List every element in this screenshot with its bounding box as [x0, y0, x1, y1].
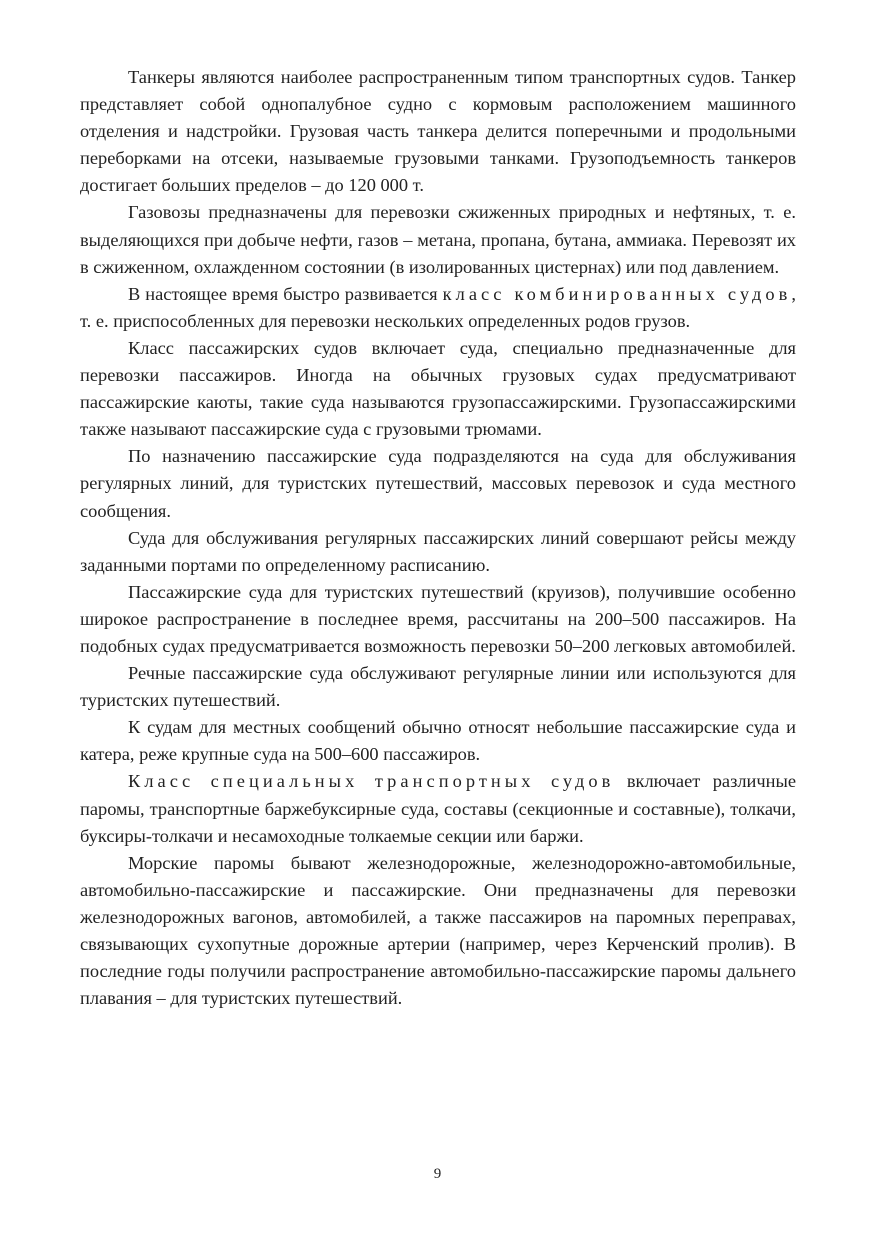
paragraph-combined-ships: [80, 281, 796, 335]
paragraph-text: Пассажирские суда для туристских путешествий (круизов), получившие особенно широкое распространение в последнее время, рассчитаны на 200–500 пассажиров. На подобных судах предусматривается возможность перевозки 50–200 легковых автомобилей.: [80, 581, 796, 656]
paragraph-regular-lines: [80, 525, 796, 579]
paragraph-text: Танкеры являются наиболее распространенным типом транспортных судов. Танкер представляет собой однопалубное судно с кормовым расположением машинного отделения и надстройки. Грузовая часть танкера делится поперечными и продольными переборками на отсеки, называемые грузовыми танками. Грузоподъемность танкеров достигает больших пределов – до 120 000 т.: [80, 67, 796, 196]
spaced-term: класс комбинированных судов: [442, 283, 792, 304]
paragraph-ferries: [80, 850, 796, 1013]
paragraph-text: Суда для обслуживания регулярных пассажирских линий совершают рейсы между заданными портами по определенному расписанию.: [80, 527, 796, 575]
paragraph-passenger-purpose: [80, 443, 796, 524]
paragraph-cruise-ships: [80, 579, 796, 660]
text-block: [80, 64, 796, 1012]
paragraph-text: Речные пассажирские суда обслуживают регулярные линии или используются для туристских путешествий.: [80, 663, 796, 711]
paragraph-text: В настоящее время быстро развивается: [128, 283, 443, 304]
paragraph-passenger-class: [80, 335, 796, 443]
paragraph-tankers: [80, 64, 796, 199]
paragraph-gas-carriers: [80, 199, 796, 280]
page-number: 9: [433, 1166, 442, 1182]
spaced-term: Класс специальных транспортных судов: [128, 771, 615, 792]
paragraph-river-ships: [80, 660, 796, 714]
paragraph-text: Газовозы предназначены для перевозки сжиженных природных и нефтяных, т. е. выделяющихся при добыче нефти, газов – метана, пропана, бутана, аммиака. Перевозят их в сжиженном, охлажденном состоянии (в изолированных цистернах) или под давлением.: [80, 202, 796, 277]
paragraph-special-transport: [80, 768, 796, 849]
paragraph-text: По назначению пассажирские суда подразделяются на суда для обслуживания регулярных линий, для туристских путешествий, массовых перевозок и суда местного сообщения.: [80, 446, 796, 521]
paragraph-text: Морские паромы бывают железнодорожные, железнодорожно-автомобильные, автомобильно-пассажирские и пассажирские. Они предназначены для перевозки железнодорожных вагонов, автомобилей, а также пассажиров на паромных переправах, связывающих сухопутные дорожные артерии (например, через Керченский пролив). В последние годы получили распространение автомобильно-пассажирские паромы дальнего плавания – для туристских путешествий.: [80, 852, 796, 1009]
paragraph-text: К судам для местных сообщений обычно относят небольшие пассажирские суда и катера, реже крупные суда на 500–600 пассажиров.: [80, 717, 796, 765]
paragraph-text: включает различные паромы, транспортные баржебуксирные суда, составы (секционные и составные), толкачи, буксиры-толкачи и несамоходные толкаемые секции или баржи.: [80, 771, 796, 846]
paragraph-text: Класс пассажирских судов включает суда, специально предназначенные для перевозки пассажиров. Иногда на обычных грузовых судах предусматривают пассажирские каюты, такие суда называются грузопассажирскими. Грузопассажирскими также называют пассажирские суда с грузовыми трюмами.: [80, 337, 796, 440]
paragraph-text: , т. е. приспособленных для перевозки нескольких определенных родов грузов.: [80, 283, 796, 331]
paragraph-local-ships: [80, 714, 796, 768]
